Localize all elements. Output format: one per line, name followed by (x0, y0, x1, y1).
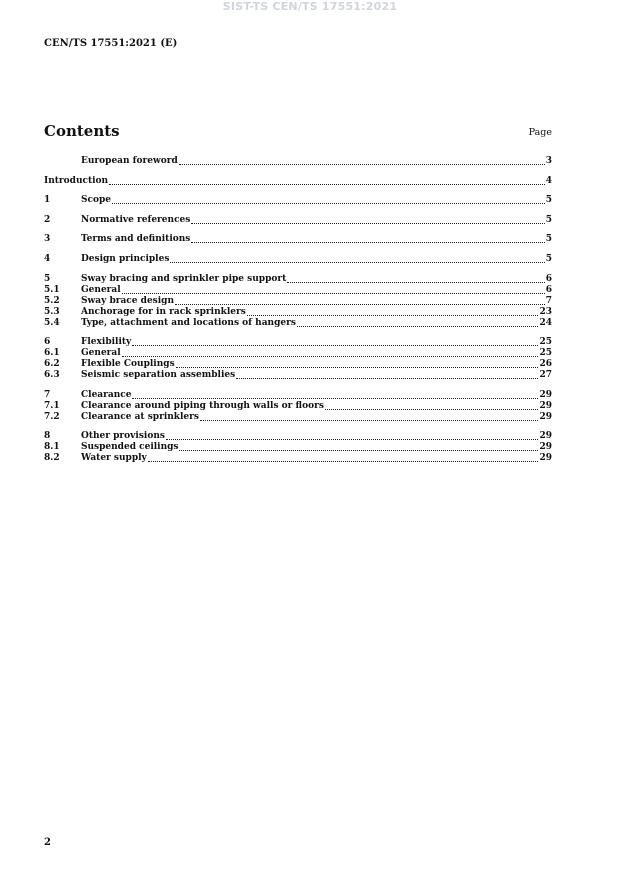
toc-entry-7-2[interactable] (44, 412, 552, 423)
toc-entry-page: 24 (539, 317, 552, 328)
toc-entry-label: Normative references (81, 214, 191, 225)
toc-entry-label: Clearance (81, 389, 132, 400)
toc-entry-label: Design principles (81, 253, 170, 264)
toc-entry-label: Flexibility (81, 337, 132, 348)
toc-leader-dots (122, 348, 539, 357)
page-number: 2 (44, 837, 51, 848)
toc-entry-label: Introduction (44, 175, 109, 186)
toc-leader-dots (176, 359, 539, 368)
toc-entry-7[interactable] (44, 390, 552, 401)
toc-entry-number: 6.1 (44, 348, 60, 359)
toc-entry-label: Terms and definitions (81, 234, 191, 245)
toc-entry-7-1[interactable] (44, 401, 552, 412)
toc-entry-number: 5.1 (44, 284, 60, 295)
toc-leader-dots (179, 156, 545, 165)
toc-entry-label: Sway bracing and sprinkler pipe support (81, 273, 287, 284)
toc-entry-number: 7 (44, 389, 51, 400)
toc-leader-dots (191, 215, 544, 224)
toc-entry-8[interactable] (44, 431, 552, 442)
toc-entry-number: 6 (44, 337, 51, 348)
toc-entry-page: 29 (539, 411, 552, 422)
toc-leader-dots (200, 412, 538, 421)
toc-entry-european-foreword[interactable] (44, 156, 552, 167)
toc-entry-number: 6.3 (44, 370, 60, 381)
toc-entry-page: 6 (545, 284, 552, 295)
toc-entry-label: Type, attachment and locations of hangers (81, 317, 296, 328)
toc-entry-2[interactable] (44, 215, 552, 226)
toc-entry-number: 5 (44, 273, 51, 284)
toc-entry-number: 1 (44, 195, 51, 206)
toc-leader-dots (236, 370, 538, 379)
toc-entry-number: 3 (44, 234, 51, 245)
toc-entry-page: 5 (545, 214, 552, 225)
toc-leader-dots (112, 195, 545, 204)
toc-entry-page: 29 (539, 453, 552, 464)
toc-entry-label: Clearance around piping through walls or floors (81, 400, 324, 411)
toc-entry-label: Clearance at sprinklers (81, 411, 199, 422)
toc-entry-page: 26 (539, 359, 552, 370)
page-column-label: Page (528, 127, 552, 138)
toc-entry-number: 5.3 (44, 306, 60, 317)
toc-entry-number: 7.1 (44, 400, 60, 411)
toc-entry-6-2[interactable] (44, 359, 552, 370)
toc-entry-introduction[interactable] (44, 176, 552, 187)
toc-leader-dots (170, 254, 544, 263)
toc-entry-label: Scope (81, 195, 112, 206)
toc-leader-dots (109, 176, 545, 185)
toc-entry-label: Water supply (81, 453, 147, 464)
toc-entry-number: 7.2 (44, 411, 60, 422)
toc-entry-page: 6 (545, 273, 552, 284)
toc-entry-5-1[interactable] (44, 285, 552, 296)
toc-leader-dots (148, 453, 539, 462)
toc-entry-6[interactable] (44, 337, 552, 348)
toc-entry-label: Sway brace design (81, 295, 174, 306)
toc-entry-page: 4 (545, 175, 552, 186)
toc-entry-page: 25 (539, 337, 552, 348)
toc-entry-page: 25 (539, 348, 552, 359)
toc-entry-page: 29 (539, 442, 552, 453)
toc-leader-dots (297, 318, 539, 327)
toc-entry-page: 29 (539, 431, 552, 442)
toc-leader-dots (287, 274, 544, 283)
toc-entry-number: 8 (44, 431, 51, 442)
toc-leader-dots (191, 234, 544, 243)
toc-entry-1[interactable] (44, 195, 552, 206)
toc-entry-label: Seismic separation assemblies (81, 370, 236, 381)
toc-entry-page: 27 (539, 370, 552, 381)
toc-entry-number: 8.1 (44, 442, 60, 453)
toc-entry-5[interactable] (44, 274, 552, 285)
toc-entry-number: 4 (44, 253, 51, 264)
toc-entry-label: Anchorage for in rack sprinklers (81, 306, 246, 317)
toc-entry-label: Other provisions (81, 431, 165, 442)
toc-entry-page: 5 (545, 234, 552, 245)
toc-leader-dots (122, 285, 545, 294)
toc-entry-5-4[interactable] (44, 318, 552, 329)
toc-entry-number: 5.4 (44, 317, 60, 328)
toc-entry-page: 5 (545, 195, 552, 206)
toc-leader-dots (132, 337, 538, 346)
toc-entry-page: 7 (545, 295, 552, 306)
toc-leader-dots (175, 296, 545, 305)
toc-entry-page: 29 (539, 389, 552, 400)
toc-entry-4[interactable] (44, 254, 552, 265)
toc-entry-number: 5.2 (44, 295, 60, 306)
toc-entry-3[interactable] (44, 234, 552, 245)
table-of-contents (44, 156, 552, 464)
toc-leader-dots (166, 431, 539, 440)
toc-entry-5-3[interactable] (44, 307, 552, 318)
toc-entry-number: 2 (44, 214, 51, 225)
toc-entry-number: 8.2 (44, 453, 60, 464)
toc-entry-page: 23 (539, 306, 552, 317)
toc-entry-8-2[interactable] (44, 453, 552, 464)
toc-entry-number: 6.2 (44, 359, 60, 370)
toc-entry-5-2[interactable] (44, 296, 552, 307)
toc-entry-page: 5 (545, 253, 552, 264)
toc-entry-8-1[interactable] (44, 442, 552, 453)
toc-leader-dots (132, 390, 538, 399)
document-reference: CEN/TS 17551:2021 (E) (44, 38, 178, 49)
watermark: SIST-TS CEN/TS 17551:2021 (222, 0, 398, 13)
toc-entry-label: General (81, 284, 121, 295)
contents-title: Contents (44, 122, 120, 140)
toc-leader-dots (179, 442, 538, 451)
toc-entry-page: 3 (545, 156, 552, 166)
toc-entry-label: General (81, 348, 121, 359)
toc-entry-label: Suspended ceilings (81, 442, 179, 453)
toc-leader-dots (325, 401, 539, 410)
toc-entry-label: European foreword (81, 156, 178, 166)
toc-entry-label: Flexible Couplings (81, 359, 175, 370)
toc-entry-6-3[interactable] (44, 370, 552, 381)
toc-entry-page: 29 (539, 400, 552, 411)
toc-entry-6-1[interactable] (44, 348, 552, 359)
toc-leader-dots (247, 307, 539, 316)
